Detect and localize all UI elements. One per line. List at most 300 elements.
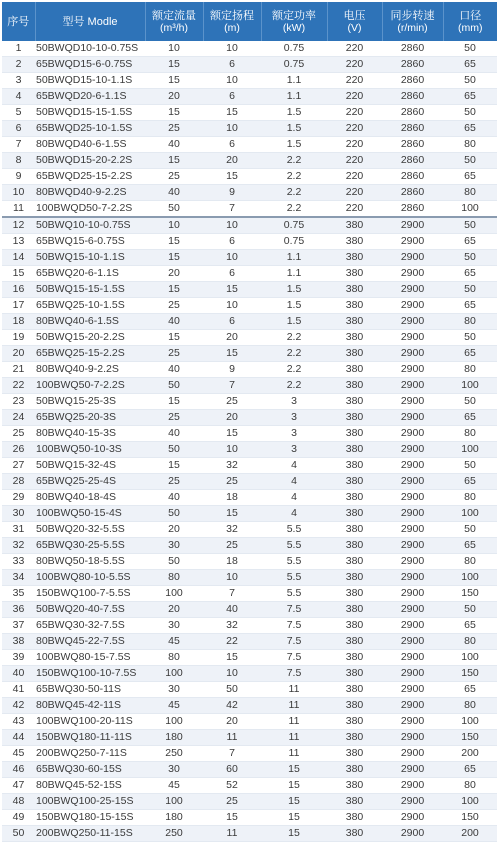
col-head-cell: 32 — [203, 522, 261, 538]
col-no-cell: 33 — [2, 554, 35, 570]
table-row — [2, 826, 497, 842]
col-head-cell: 20 — [203, 714, 261, 730]
col-voltage-cell: 380 — [327, 778, 382, 794]
col-no-cell: 35 — [2, 586, 35, 602]
col-flow-cell: 45 — [145, 778, 203, 794]
col-power-cell: 2.2 — [261, 153, 327, 169]
header-speed — [382, 2, 443, 41]
table-row — [2, 762, 497, 778]
header-voltage — [327, 2, 382, 41]
col-voltage-cell: 380 — [327, 794, 382, 810]
col-speed-cell: 2900 — [382, 746, 443, 762]
col-speed-cell: 2900 — [382, 426, 443, 442]
col-voltage-cell: 380 — [327, 282, 382, 298]
table-row — [2, 650, 497, 666]
col-diameter-cell: 65 — [443, 169, 497, 185]
col-speed-cell: 2900 — [382, 217, 443, 234]
col-head-cell: 11 — [203, 730, 261, 746]
table-row — [2, 714, 497, 730]
col-speed-cell: 2900 — [382, 698, 443, 714]
table-row — [2, 266, 497, 282]
col-head-cell: 10 — [203, 41, 261, 57]
col-voltage-cell: 380 — [327, 490, 382, 506]
col-model-cell: 100BWQD50-7-2.2S — [35, 201, 145, 218]
col-speed-cell: 2900 — [382, 618, 443, 634]
col-flow-cell: 15 — [145, 105, 203, 121]
col-flow-cell: 20 — [145, 89, 203, 105]
col-flow-cell: 50 — [145, 554, 203, 570]
col-no-cell: 45 — [2, 746, 35, 762]
col-no-cell: 16 — [2, 282, 35, 298]
col-model-cell: 65BWQ25-15-2.2S — [35, 346, 145, 362]
table-row — [2, 73, 497, 89]
col-voltage-cell: 380 — [327, 362, 382, 378]
col-speed-cell: 2900 — [382, 810, 443, 826]
col-speed-cell: 2900 — [382, 794, 443, 810]
col-no-cell: 6 — [2, 121, 35, 137]
col-diameter-cell: 80 — [443, 778, 497, 794]
col-model-cell: 65BWQ30-32-7.5S — [35, 618, 145, 634]
col-no-cell: 47 — [2, 778, 35, 794]
table-row — [2, 730, 497, 746]
col-no-cell: 26 — [2, 442, 35, 458]
col-voltage-cell: 380 — [327, 234, 382, 250]
header-flow — [145, 2, 203, 41]
col-model-cell: 65BWQD25-15-2.2S — [35, 169, 145, 185]
col-power-cell: 1.1 — [261, 73, 327, 89]
col-head-cell: 25 — [203, 394, 261, 410]
col-voltage-cell: 380 — [327, 474, 382, 490]
col-head-cell: 7 — [203, 201, 261, 218]
table-row — [2, 698, 497, 714]
col-model-cell: 100BWQ80-15-7.5S — [35, 650, 145, 666]
col-model-cell: 65BWQ15-6-0.75S — [35, 234, 145, 250]
col-model-cell: 150BWQ180-15-15S — [35, 810, 145, 826]
col-diameter-cell: 65 — [443, 346, 497, 362]
col-flow-cell: 15 — [145, 282, 203, 298]
table-row — [2, 458, 497, 474]
col-head-cell: 10 — [203, 570, 261, 586]
col-model-cell: 50BWQ15-32-4S — [35, 458, 145, 474]
col-model-cell: 65BWQ25-25-4S — [35, 474, 145, 490]
col-head-cell: 20 — [203, 330, 261, 346]
table-row — [2, 538, 497, 554]
col-speed-cell: 2900 — [382, 522, 443, 538]
col-voltage-cell: 380 — [327, 650, 382, 666]
col-diameter-cell: 100 — [443, 650, 497, 666]
col-no-cell: 12 — [2, 217, 35, 234]
table-row — [2, 554, 497, 570]
col-power-cell: 7.5 — [261, 650, 327, 666]
table-row — [2, 89, 497, 105]
col-flow-cell: 100 — [145, 586, 203, 602]
col-voltage-cell: 380 — [327, 394, 382, 410]
col-diameter-cell: 80 — [443, 554, 497, 570]
col-head-cell: 10 — [203, 298, 261, 314]
col-diameter-cell: 65 — [443, 762, 497, 778]
col-voltage-cell: 380 — [327, 762, 382, 778]
col-power-cell: 1.5 — [261, 137, 327, 153]
col-diameter-cell: 65 — [443, 410, 497, 426]
col-speed-cell: 2900 — [382, 410, 443, 426]
col-speed-cell: 2900 — [382, 266, 443, 282]
col-diameter-cell: 50 — [443, 282, 497, 298]
col-power-cell: 1.1 — [261, 266, 327, 282]
col-model-cell: 80BWQD40-6-1.5S — [35, 137, 145, 153]
col-power-cell: 2.2 — [261, 330, 327, 346]
col-power-cell: 7.5 — [261, 666, 327, 682]
col-speed-cell: 2900 — [382, 826, 443, 842]
col-voltage-cell: 380 — [327, 217, 382, 234]
col-no-cell: 48 — [2, 794, 35, 810]
col-model-cell: 200BWQ250-7-11S — [35, 746, 145, 762]
header-label: 口径 — [459, 9, 482, 22]
col-model-cell: 80BWQ40-9-2.2S — [35, 362, 145, 378]
col-head-cell: 15 — [203, 282, 261, 298]
header-label: 序号 — [7, 15, 30, 28]
col-no-cell: 20 — [2, 346, 35, 362]
col-diameter-cell: 150 — [443, 586, 497, 602]
col-head-cell: 15 — [203, 426, 261, 442]
col-no-cell: 2 — [2, 57, 35, 73]
col-speed-cell: 2860 — [382, 153, 443, 169]
col-flow-cell: 30 — [145, 538, 203, 554]
col-power-cell: 1.5 — [261, 105, 327, 121]
col-power-cell: 5.5 — [261, 554, 327, 570]
col-voltage-cell: 380 — [327, 266, 382, 282]
col-voltage-cell: 380 — [327, 314, 382, 330]
header-label: 同步转速 — [390, 9, 435, 22]
col-no-cell: 21 — [2, 362, 35, 378]
col-power-cell: 1.5 — [261, 121, 327, 137]
col-power-cell: 1.5 — [261, 298, 327, 314]
col-flow-cell: 180 — [145, 730, 203, 746]
col-flow-cell: 40 — [145, 185, 203, 201]
col-power-cell: 15 — [261, 778, 327, 794]
col-power-cell: 0.75 — [261, 217, 327, 234]
col-diameter-cell: 50 — [443, 73, 497, 89]
col-power-cell: 1.5 — [261, 314, 327, 330]
col-voltage-cell: 220 — [327, 41, 382, 57]
col-no-cell: 19 — [2, 330, 35, 346]
col-power-cell: 4 — [261, 490, 327, 506]
col-diameter-cell: 100 — [443, 714, 497, 730]
col-model-cell: 150BWQ180-11-11S — [35, 730, 145, 746]
header-unit: (m³/h) — [160, 21, 188, 34]
col-voltage-cell: 380 — [327, 538, 382, 554]
table-row — [2, 410, 497, 426]
col-no-cell: 29 — [2, 490, 35, 506]
col-no-cell: 44 — [2, 730, 35, 746]
col-diameter-cell: 50 — [443, 458, 497, 474]
col-no-cell: 8 — [2, 153, 35, 169]
col-head-cell: 15 — [203, 506, 261, 522]
col-head-cell: 15 — [203, 650, 261, 666]
table-row — [2, 682, 497, 698]
col-diameter-cell: 50 — [443, 522, 497, 538]
header-label: 型号 Modle — [62, 15, 118, 28]
col-power-cell: 15 — [261, 794, 327, 810]
col-power-cell: 2.2 — [261, 185, 327, 201]
table-row — [2, 121, 497, 137]
col-no-cell: 3 — [2, 73, 35, 89]
col-speed-cell: 2900 — [382, 282, 443, 298]
col-flow-cell: 40 — [145, 490, 203, 506]
table-row — [2, 185, 497, 201]
col-model-cell: 100BWQ100-20-11S — [35, 714, 145, 730]
col-diameter-cell: 50 — [443, 41, 497, 57]
col-diameter-cell: 100 — [443, 442, 497, 458]
col-head-cell: 40 — [203, 602, 261, 618]
col-power-cell: 3 — [261, 442, 327, 458]
col-head-cell: 10 — [203, 73, 261, 89]
col-head-cell: 15 — [203, 169, 261, 185]
col-diameter-cell: 50 — [443, 330, 497, 346]
col-voltage-cell: 220 — [327, 169, 382, 185]
col-speed-cell: 2860 — [382, 121, 443, 137]
col-no-cell: 9 — [2, 169, 35, 185]
col-power-cell: 5.5 — [261, 522, 327, 538]
col-power-cell: 7.5 — [261, 634, 327, 650]
col-flow-cell: 25 — [145, 169, 203, 185]
header-label: 额定扬程 — [210, 9, 254, 22]
col-power-cell: 7.5 — [261, 602, 327, 618]
col-model-cell: 65BWQ30-50-11S — [35, 682, 145, 698]
col-model-cell: 80BWQ40-6-1.5S — [35, 314, 145, 330]
col-speed-cell: 2900 — [382, 250, 443, 266]
col-head-cell: 32 — [203, 618, 261, 634]
col-no-cell: 13 — [2, 234, 35, 250]
col-model-cell: 50BWQD15-15-1.5S — [35, 105, 145, 121]
col-head-cell: 18 — [203, 554, 261, 570]
col-voltage-cell: 220 — [327, 73, 382, 89]
table-row — [2, 282, 497, 298]
col-diameter-cell: 80 — [443, 362, 497, 378]
col-no-cell: 15 — [2, 266, 35, 282]
col-voltage-cell: 380 — [327, 330, 382, 346]
col-speed-cell: 2900 — [382, 570, 443, 586]
col-no-cell: 39 — [2, 650, 35, 666]
col-diameter-cell: 100 — [443, 506, 497, 522]
col-no-cell: 37 — [2, 618, 35, 634]
col-voltage-cell: 380 — [327, 618, 382, 634]
header-head — [203, 2, 261, 41]
col-power-cell: 0.75 — [261, 57, 327, 73]
col-speed-cell: 2900 — [382, 394, 443, 410]
col-power-cell: 15 — [261, 826, 327, 842]
col-power-cell: 2.2 — [261, 362, 327, 378]
col-speed-cell: 2900 — [382, 330, 443, 346]
col-voltage-cell: 380 — [327, 714, 382, 730]
col-flow-cell: 100 — [145, 794, 203, 810]
col-model-cell: 50BWQ15-15-1.5S — [35, 282, 145, 298]
col-voltage-cell: 380 — [327, 570, 382, 586]
col-diameter-cell: 80 — [443, 490, 497, 506]
table-row — [2, 778, 497, 794]
col-flow-cell: 250 — [145, 746, 203, 762]
col-model-cell: 50BWQD10-10-0.75S — [35, 41, 145, 57]
col-speed-cell: 2900 — [382, 762, 443, 778]
header-model — [35, 2, 145, 41]
col-speed-cell: 2900 — [382, 586, 443, 602]
col-power-cell: 1.1 — [261, 89, 327, 105]
header-diameter — [443, 2, 497, 41]
col-model-cell: 100BWQ50-7-2.2S — [35, 378, 145, 394]
col-no-cell: 36 — [2, 602, 35, 618]
col-no-cell: 18 — [2, 314, 35, 330]
col-model-cell: 80BWQ40-18-4S — [35, 490, 145, 506]
col-model-cell: 80BWQ40-15-3S — [35, 426, 145, 442]
col-flow-cell: 25 — [145, 474, 203, 490]
col-diameter-cell: 65 — [443, 474, 497, 490]
header-unit: (r/min) — [397, 21, 428, 34]
col-speed-cell: 2900 — [382, 346, 443, 362]
col-no-cell: 34 — [2, 570, 35, 586]
col-speed-cell: 2900 — [382, 458, 443, 474]
col-flow-cell: 80 — [145, 650, 203, 666]
header-label: 额定功率 — [272, 9, 316, 22]
col-model-cell: 150BWQ100-7-5.5S — [35, 586, 145, 602]
col-power-cell: 7.5 — [261, 618, 327, 634]
header-row — [2, 2, 497, 41]
col-model-cell: 80BWQD40-9-2.2S — [35, 185, 145, 201]
col-power-cell: 5.5 — [261, 586, 327, 602]
col-flow-cell: 15 — [145, 153, 203, 169]
col-power-cell: 11 — [261, 730, 327, 746]
col-voltage-cell: 380 — [327, 250, 382, 266]
table-row — [2, 442, 497, 458]
col-voltage-cell: 220 — [327, 185, 382, 201]
col-head-cell: 9 — [203, 185, 261, 201]
header-label: 额定流量 — [152, 9, 196, 22]
col-flow-cell: 250 — [145, 826, 203, 842]
col-head-cell: 52 — [203, 778, 261, 794]
col-no-cell: 42 — [2, 698, 35, 714]
col-head-cell: 11 — [203, 826, 261, 842]
col-diameter-cell: 65 — [443, 89, 497, 105]
col-voltage-cell: 380 — [327, 698, 382, 714]
col-power-cell: 0.75 — [261, 234, 327, 250]
col-model-cell: 80BWQ50-18-5.5S — [35, 554, 145, 570]
col-model-cell: 100BWQ50-10-3S — [35, 442, 145, 458]
table-row — [2, 330, 497, 346]
col-power-cell: 2.2 — [261, 378, 327, 394]
col-diameter-cell: 200 — [443, 826, 497, 842]
col-model-cell: 150BWQ100-10-7.5S — [35, 666, 145, 682]
col-head-cell: 10 — [203, 121, 261, 137]
col-speed-cell: 2860 — [382, 73, 443, 89]
col-speed-cell: 2900 — [382, 602, 443, 618]
col-power-cell: 3 — [261, 426, 327, 442]
col-flow-cell: 40 — [145, 137, 203, 153]
col-head-cell: 20 — [203, 153, 261, 169]
table-row — [2, 394, 497, 410]
col-speed-cell: 2900 — [382, 554, 443, 570]
col-no-cell: 31 — [2, 522, 35, 538]
header-unit: (mm) — [458, 21, 483, 34]
col-flow-cell: 10 — [145, 41, 203, 57]
col-head-cell: 6 — [203, 57, 261, 73]
col-flow-cell: 25 — [145, 410, 203, 426]
table-row — [2, 746, 497, 762]
col-flow-cell: 50 — [145, 442, 203, 458]
col-flow-cell: 25 — [145, 298, 203, 314]
col-voltage-cell: 380 — [327, 410, 382, 426]
col-speed-cell: 2900 — [382, 474, 443, 490]
col-flow-cell: 100 — [145, 666, 203, 682]
col-model-cell: 65BWQ20-6-1.1S — [35, 266, 145, 282]
col-model-cell: 50BWQ15-20-2.2S — [35, 330, 145, 346]
col-head-cell: 18 — [203, 490, 261, 506]
table-row — [2, 634, 497, 650]
col-voltage-cell: 220 — [327, 153, 382, 169]
table-row — [2, 346, 497, 362]
col-speed-cell: 2860 — [382, 89, 443, 105]
col-flow-cell: 15 — [145, 73, 203, 89]
col-voltage-cell: 380 — [327, 826, 382, 842]
col-no-cell: 27 — [2, 458, 35, 474]
col-no-cell: 32 — [2, 538, 35, 554]
col-power-cell: 2.2 — [261, 169, 327, 185]
col-no-cell: 50 — [2, 826, 35, 842]
col-diameter-cell: 65 — [443, 682, 497, 698]
col-speed-cell: 2860 — [382, 185, 443, 201]
col-voltage-cell: 380 — [327, 746, 382, 762]
col-model-cell: 65BWQ30-60-15S — [35, 762, 145, 778]
col-head-cell: 6 — [203, 137, 261, 153]
col-speed-cell: 2860 — [382, 41, 443, 57]
col-head-cell: 6 — [203, 314, 261, 330]
col-speed-cell: 2900 — [382, 730, 443, 746]
col-model-cell: 65BWQ30-25-5.5S — [35, 538, 145, 554]
col-model-cell: 65BWQD25-10-1.5S — [35, 121, 145, 137]
col-speed-cell: 2860 — [382, 169, 443, 185]
col-speed-cell: 2900 — [382, 506, 443, 522]
col-speed-cell: 2900 — [382, 666, 443, 682]
col-diameter-cell: 65 — [443, 618, 497, 634]
col-head-cell: 15 — [203, 105, 261, 121]
table-row — [2, 794, 497, 810]
col-speed-cell: 2900 — [382, 682, 443, 698]
col-voltage-cell: 220 — [327, 201, 382, 218]
col-head-cell: 10 — [203, 250, 261, 266]
col-speed-cell: 2900 — [382, 378, 443, 394]
table-row — [2, 41, 497, 57]
col-diameter-cell: 100 — [443, 378, 497, 394]
table-row — [2, 137, 497, 153]
col-head-cell: 22 — [203, 634, 261, 650]
col-model-cell: 50BWQD15-20-2.2S — [35, 153, 145, 169]
col-flow-cell: 10 — [145, 217, 203, 234]
col-diameter-cell: 100 — [443, 201, 497, 218]
col-head-cell: 6 — [203, 89, 261, 105]
col-no-cell: 1 — [2, 41, 35, 57]
col-diameter-cell: 80 — [443, 137, 497, 153]
col-diameter-cell: 50 — [443, 153, 497, 169]
col-power-cell: 11 — [261, 682, 327, 698]
table-row — [2, 234, 497, 250]
col-voltage-cell: 220 — [327, 137, 382, 153]
col-model-cell: 80BWQ45-42-11S — [35, 698, 145, 714]
col-voltage-cell: 380 — [327, 346, 382, 362]
table-row — [2, 586, 497, 602]
col-flow-cell: 180 — [145, 810, 203, 826]
col-voltage-cell: 380 — [327, 298, 382, 314]
col-model-cell: 65BWQ25-10-1.5S — [35, 298, 145, 314]
col-power-cell: 1.5 — [261, 282, 327, 298]
col-model-cell: 50BWQ20-40-7.5S — [35, 602, 145, 618]
col-head-cell: 25 — [203, 538, 261, 554]
